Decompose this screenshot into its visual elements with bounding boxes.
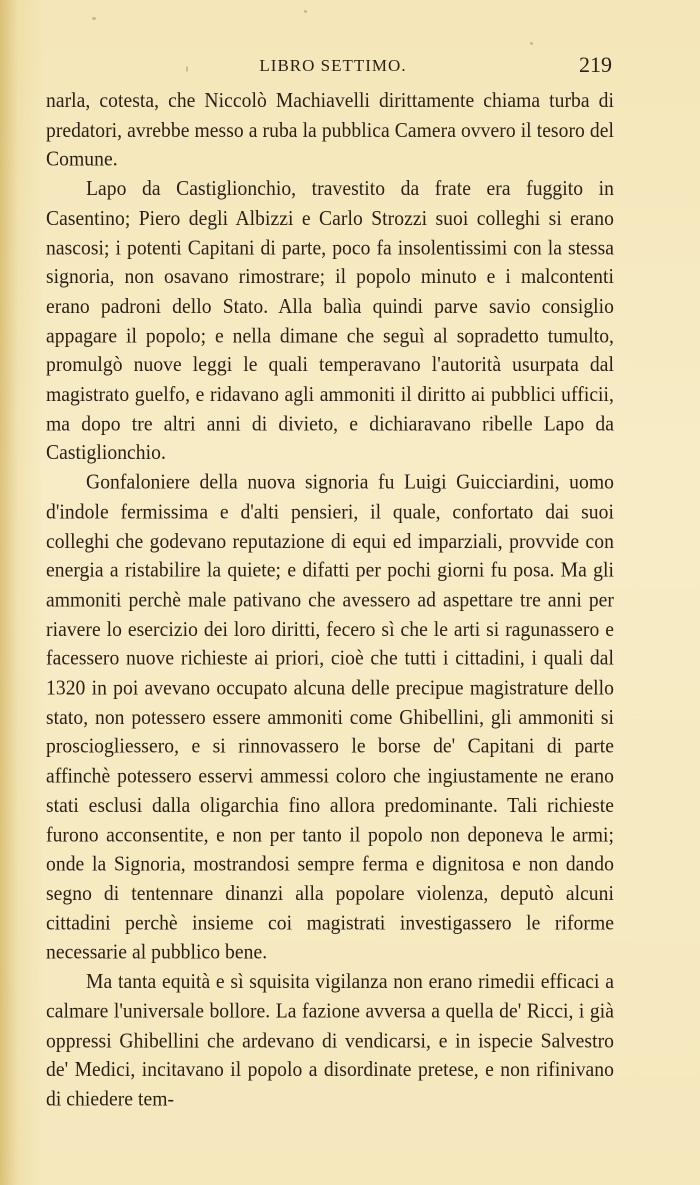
running-header [52,52,614,78]
paragraph: Gonfaloniere della nuova signoria fu Luigi Guicciardini, uomo d'indole fermissima e d'alti pensieri, il quale, confortato dai suoi colleghi che godevano reputazione di equi ed imparziali, provvide con energia a ristabilire la quiete; e difatti per pochi giorni fu posa. Ma gli ammoniti perchè male pativano che avessero ad aspettare tre anni per riavere lo esercizio dei loro diritti, fecero sì che le arti si ragunassero e facessero nuove richieste ai priori, cioè che tutti i cittadini, i quali dal 1320 in poi avevano occupato alcuna delle precipue magistrature dello stato, non potessero essere ammoniti come Ghibellini, gli ammoniti si prosciogliessero, e si rinnovassero le borse de' Capitani di parte affinchè potessero esservi ammessi coloro che ingiustamente ne erano stati esclusi dalla oligarchia fino allora predominante. Tali richieste furono acconsentite, e non per tanto il popolo non deponeva le armi; onde la Signoria, mostrandosi sempre ferma e dignitosa e non dando segno di tentennare dinanzi alla popolare violenza, deputò alcuni cittadini perchè insieme coi magistrati investigassero le riforme necessarie al pubblico bene. [46,471,614,965]
page-number: 219 [579,52,612,77]
paragraph: narla, cotesta, che Niccolò Machiavelli dirittamente chiama turba di predatori, avrebbe messo a ruba la pubblica Camera ovvero il tesoro del Comune. [46,90,614,172]
paper-spot [304,10,307,13]
body-text [46,87,614,1115]
paragraph: Lapo da Castiglionchio, travestito da frate era fuggito in Casentino; Piero degli Albizzi e Carlo Strozzi suoi colleghi si erano nascosi; i potenti Capitani di parte, poco fa insolentissimi con la stessa signoria, non osavano rimostrare; il popolo minuto e i malcontenti erano padroni dello Stato. Alla balìa quindi parve savio consiglio appagare il popolo; e nella dimane che seguì al sopradetto tumulto, promulgò nuove leggi le quali temperavano l'autorità usurpata dal magistrato guelfo, e ridavano agli ammoniti il diritto ai pubblici ufficii, ma dopo tre altri anni di divieto, e dichiaravano ribelle Lapo da Castiglionchio. [46,178,614,465]
paper-spot [92,17,96,20]
running-title: LIBRO SETTIMO. [259,56,407,75]
paragraph: Ma tanta equità e sì squisita vigilanza non erano rimedii efficaci a calmare l'universale bollore. La fazione avversa a quella de' Ricci, i già oppressi Ghibellini che ardevano di vendicarsi, e in ispecie Salvestro de' Medici, incitavano il popolo a disordinate pretese, e non rifinivano di chiedere tem- [46,971,614,1111]
paper-spot [530,42,533,45]
